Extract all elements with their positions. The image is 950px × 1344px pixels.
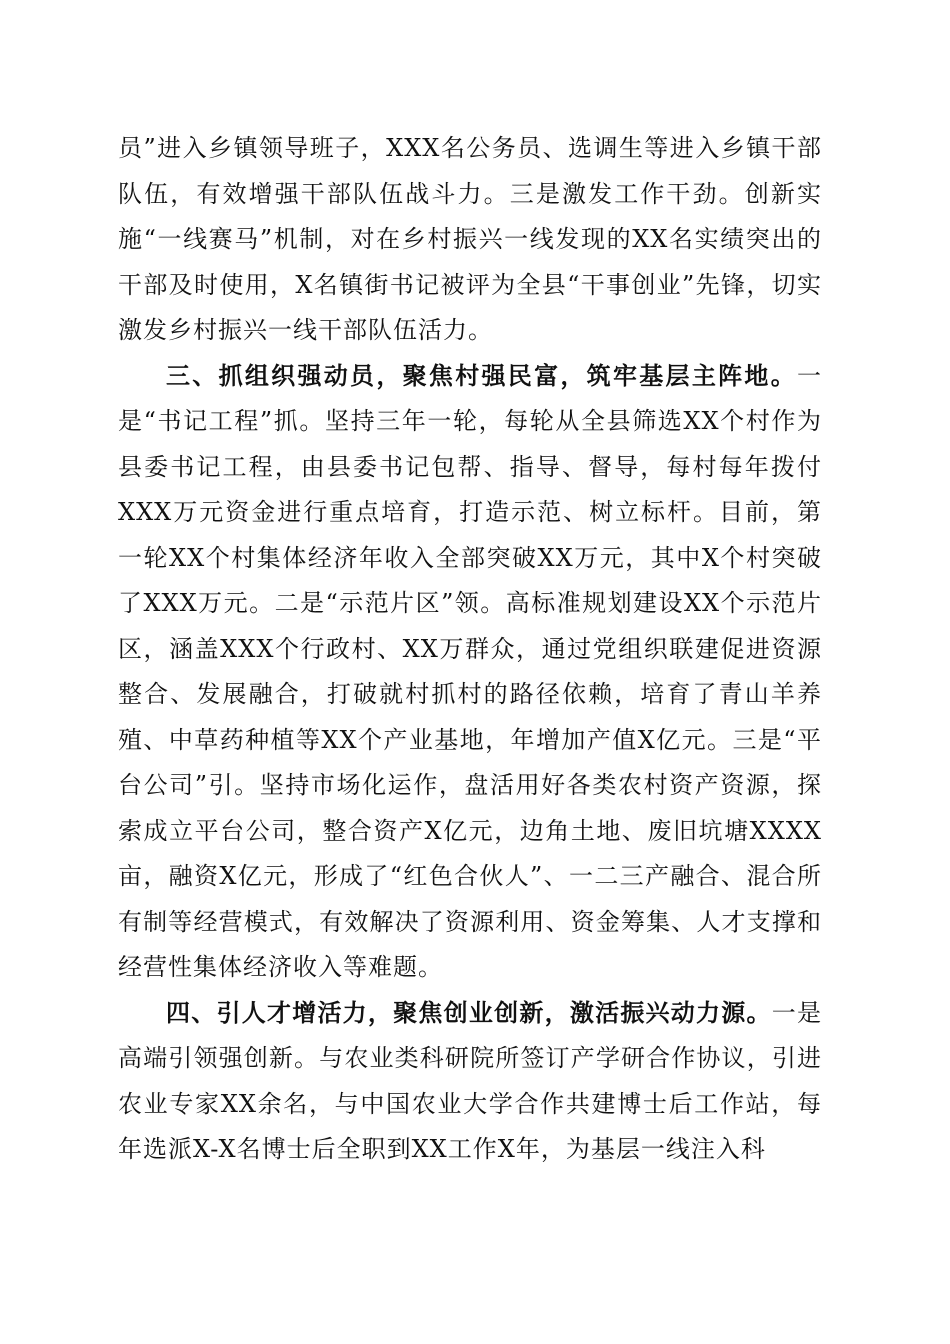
paragraph-section-four bbox=[118, 991, 822, 1173]
paragraph-section-three bbox=[118, 354, 822, 991]
paragraph-continuation bbox=[118, 126, 822, 354]
paragraph-text: 一是高端引领强创新。与农业类科研院所签订产学研合作协议，引进农业专家XX余名，与中国农业大学合作共建博士后工作站，每年选派X-X名博士后全职到XX工作X年，为基层一线注入科 bbox=[118, 998, 823, 1163]
section-heading: 三、抓组织强动员，聚焦村强民富，筑牢基层主阵地。 bbox=[166, 361, 797, 390]
paragraph-text: 一是“书记工程”抓。坚持三年一轮，每轮从全县筛选XX个村作为县委书记工程，由县委书记包帮、指导、督导，每村每年拨付XXX万元资金进行重点培育，打造示范、树立标杆。目前，第一轮XX个村集体经济年收入全部突破XX万元，其中X个村突破了XXX万元。二是“示范片区”领。高标准规划建设XX个示范片区，涵盖XXX个行政村、XX万群众，通过党组织联建促进资源整合、发展融合，打破就村抓村的路径依赖，培育了青山羊养殖、中草药种植等XX个产业基地，年增加产值X亿元。三是“平台公司”引。坚持市场化运作，盘活用好各类农村资产资源，探索成立平台公司，整合资产X亿元，边角土地、废旧坑塘XXXX亩，融资X亿元，形成了“红色合伙人”、一二三产融合、混合所有制等经营模式，有效解决了资源利用、资金筹集、人才支撑和经营性集体经济收入等难题。 bbox=[118, 361, 822, 981]
section-heading: 四、引人才增活力，聚焦创业创新，激活振兴动力源。 bbox=[166, 998, 772, 1027]
document-body bbox=[118, 126, 822, 1173]
paragraph-text: 员”进入乡镇领导班子，XXX名公务员、选调生等进入乡镇干部队伍，有效增强干部队伍战斗力。三是激发工作干劲。创新实施“一线赛马”机制，对在乡村振兴一线发现的XX名实绩突出的干部及时使用，X名镇街书记被评为全县“干事创业”先锋，切实激发乡村振兴一线干部队伍活力。 bbox=[118, 134, 822, 344]
